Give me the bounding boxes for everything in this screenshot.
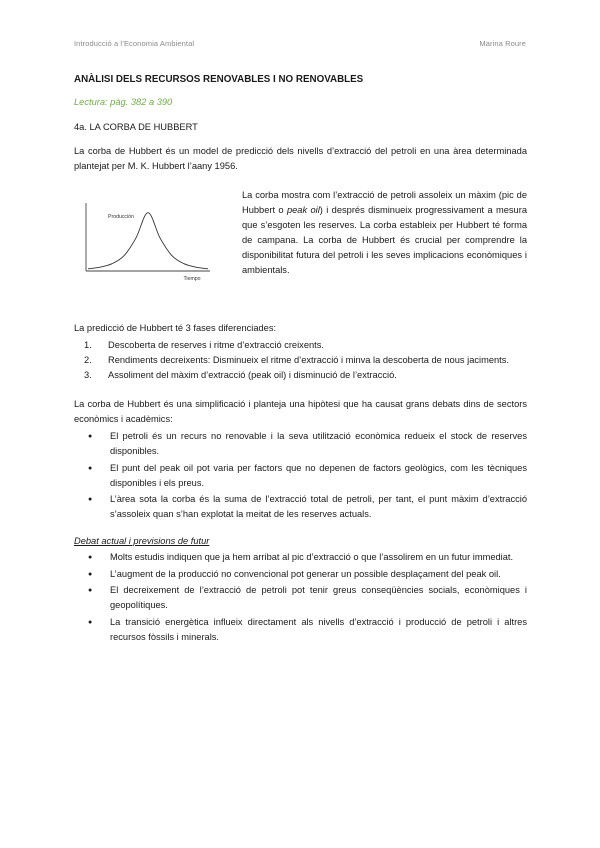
bullet-icon: ● xyxy=(88,587,93,594)
list-item xyxy=(88,492,527,522)
intro-paragraph: La corba de Hubbert és un model de predicció dels nivells d’extracció del petroli en una àrea determinada plantejat per M. K. Hubbert l’aany 1956. xyxy=(74,146,527,171)
list-item xyxy=(88,461,527,491)
peak-oil-term: peak oil xyxy=(286,205,320,215)
list-item xyxy=(88,567,527,582)
list-item xyxy=(88,429,527,459)
simplification-list xyxy=(74,429,527,522)
header-author: Marina Roure xyxy=(479,39,526,48)
list-item-text: La transició energètica influeix directament als nivells d’extracció i producció de petroli i altres recursos fòssils i minerals. xyxy=(110,616,527,642)
simplification-intro: La corba de Hubbert és una simplificació i planteja una hipòtesi que ha causat grans debats dins de sectors econòmics i acadèmics: xyxy=(74,399,527,424)
debate-heading: Debat actual i previsions de futur xyxy=(74,536,210,546)
phase-item xyxy=(84,368,527,383)
phase-text: Assoliment del màxim d’extracció (peak oil) i disminució de l’extracció. xyxy=(108,370,397,380)
bullet-icon: ● xyxy=(88,570,93,578)
phase-item xyxy=(84,338,527,353)
bullet-icon: ● xyxy=(88,554,93,561)
bullet-icon: ● xyxy=(88,433,93,440)
document-body xyxy=(74,72,527,657)
figure-description xyxy=(242,188,527,278)
x-axis-label: Tiempo xyxy=(183,276,201,282)
list-item xyxy=(88,550,527,565)
list-item-text: L’àrea sota la corba és la suma de l’extracció total de petroli, per tant, el punt màxim d’extracció s’assoleix quan s’han explotat la meitat de les reserves actuals. xyxy=(110,494,527,519)
section-heading: 4a. LA CORBA DE HUBBERT xyxy=(74,122,198,132)
document-title: ANÀLISI DELS RECURSOS RENOVABLES I NO RENOVABLES xyxy=(74,74,364,85)
debate-list xyxy=(74,550,527,645)
phase-number: 2. xyxy=(84,355,92,365)
phase-text: Rendiments decreixents: Disminueix el ritme d’extracció i minva la descoberta de nous jaciments. xyxy=(108,355,509,365)
bullet-icon: ● xyxy=(88,496,93,503)
figure-section xyxy=(74,191,527,291)
list-item xyxy=(88,615,527,645)
figure-text-start: La corba mostra com l’extracció de petroli assoleix un màxim (pic de Hubbert o xyxy=(242,190,527,215)
list-item-text: El punt del peak oil pot varia per factors que no depenen de factors geològics, com les tècniques disponibles i els preus. xyxy=(110,462,527,488)
production-curve xyxy=(88,213,208,269)
phase-number: 1. xyxy=(84,340,92,350)
phases-intro: La predicció de Hubbert té 3 fases diferenciades: xyxy=(74,323,277,333)
phase-number: 3. xyxy=(84,370,92,380)
list-item-text: El decreixement de l’extracció de petroli pot tenir greus conseqüències socials, econòmiques i geopolítiques. xyxy=(110,585,527,610)
list-item-text: L’augment de la producció no convencional pot generar un possible desplaçament del peak oil. xyxy=(110,568,501,579)
list-item xyxy=(88,583,527,613)
header-course: Introducció a l’Economia Ambiental xyxy=(74,39,195,48)
figure-text-end: ) i després disminueix progressivament a mesura que s’esgoten les reserves. La corba estableix per Hubbert té forma de campana. La corba de Hubbert és crucial per comprendre la disponibilitat futura del petroli i les seves implicacions econòmiques i ambientals. xyxy=(242,205,527,275)
phase-text: Descoberta de reserves i ritme d’extracció creixents. xyxy=(108,340,324,350)
list-item-text: El petroli és un recurs no renovable i la seva utilització econòmica redueix el stock de reserves disponibles. xyxy=(110,431,527,456)
phase-item xyxy=(84,353,527,368)
y-axis-label: Producción xyxy=(108,214,134,220)
reading-reference: Lectura: pàg. 382 a 390 xyxy=(74,97,173,107)
bullet-icon: ● xyxy=(88,464,93,472)
list-item-text: Molts estudis indiquen que ja hem arribat al pic d’extracció o que l’assolirem en un futur immediat. xyxy=(110,552,514,562)
phases-list xyxy=(74,338,527,383)
bullet-icon: ● xyxy=(88,618,93,626)
hubbert-curve-chart xyxy=(80,201,213,283)
